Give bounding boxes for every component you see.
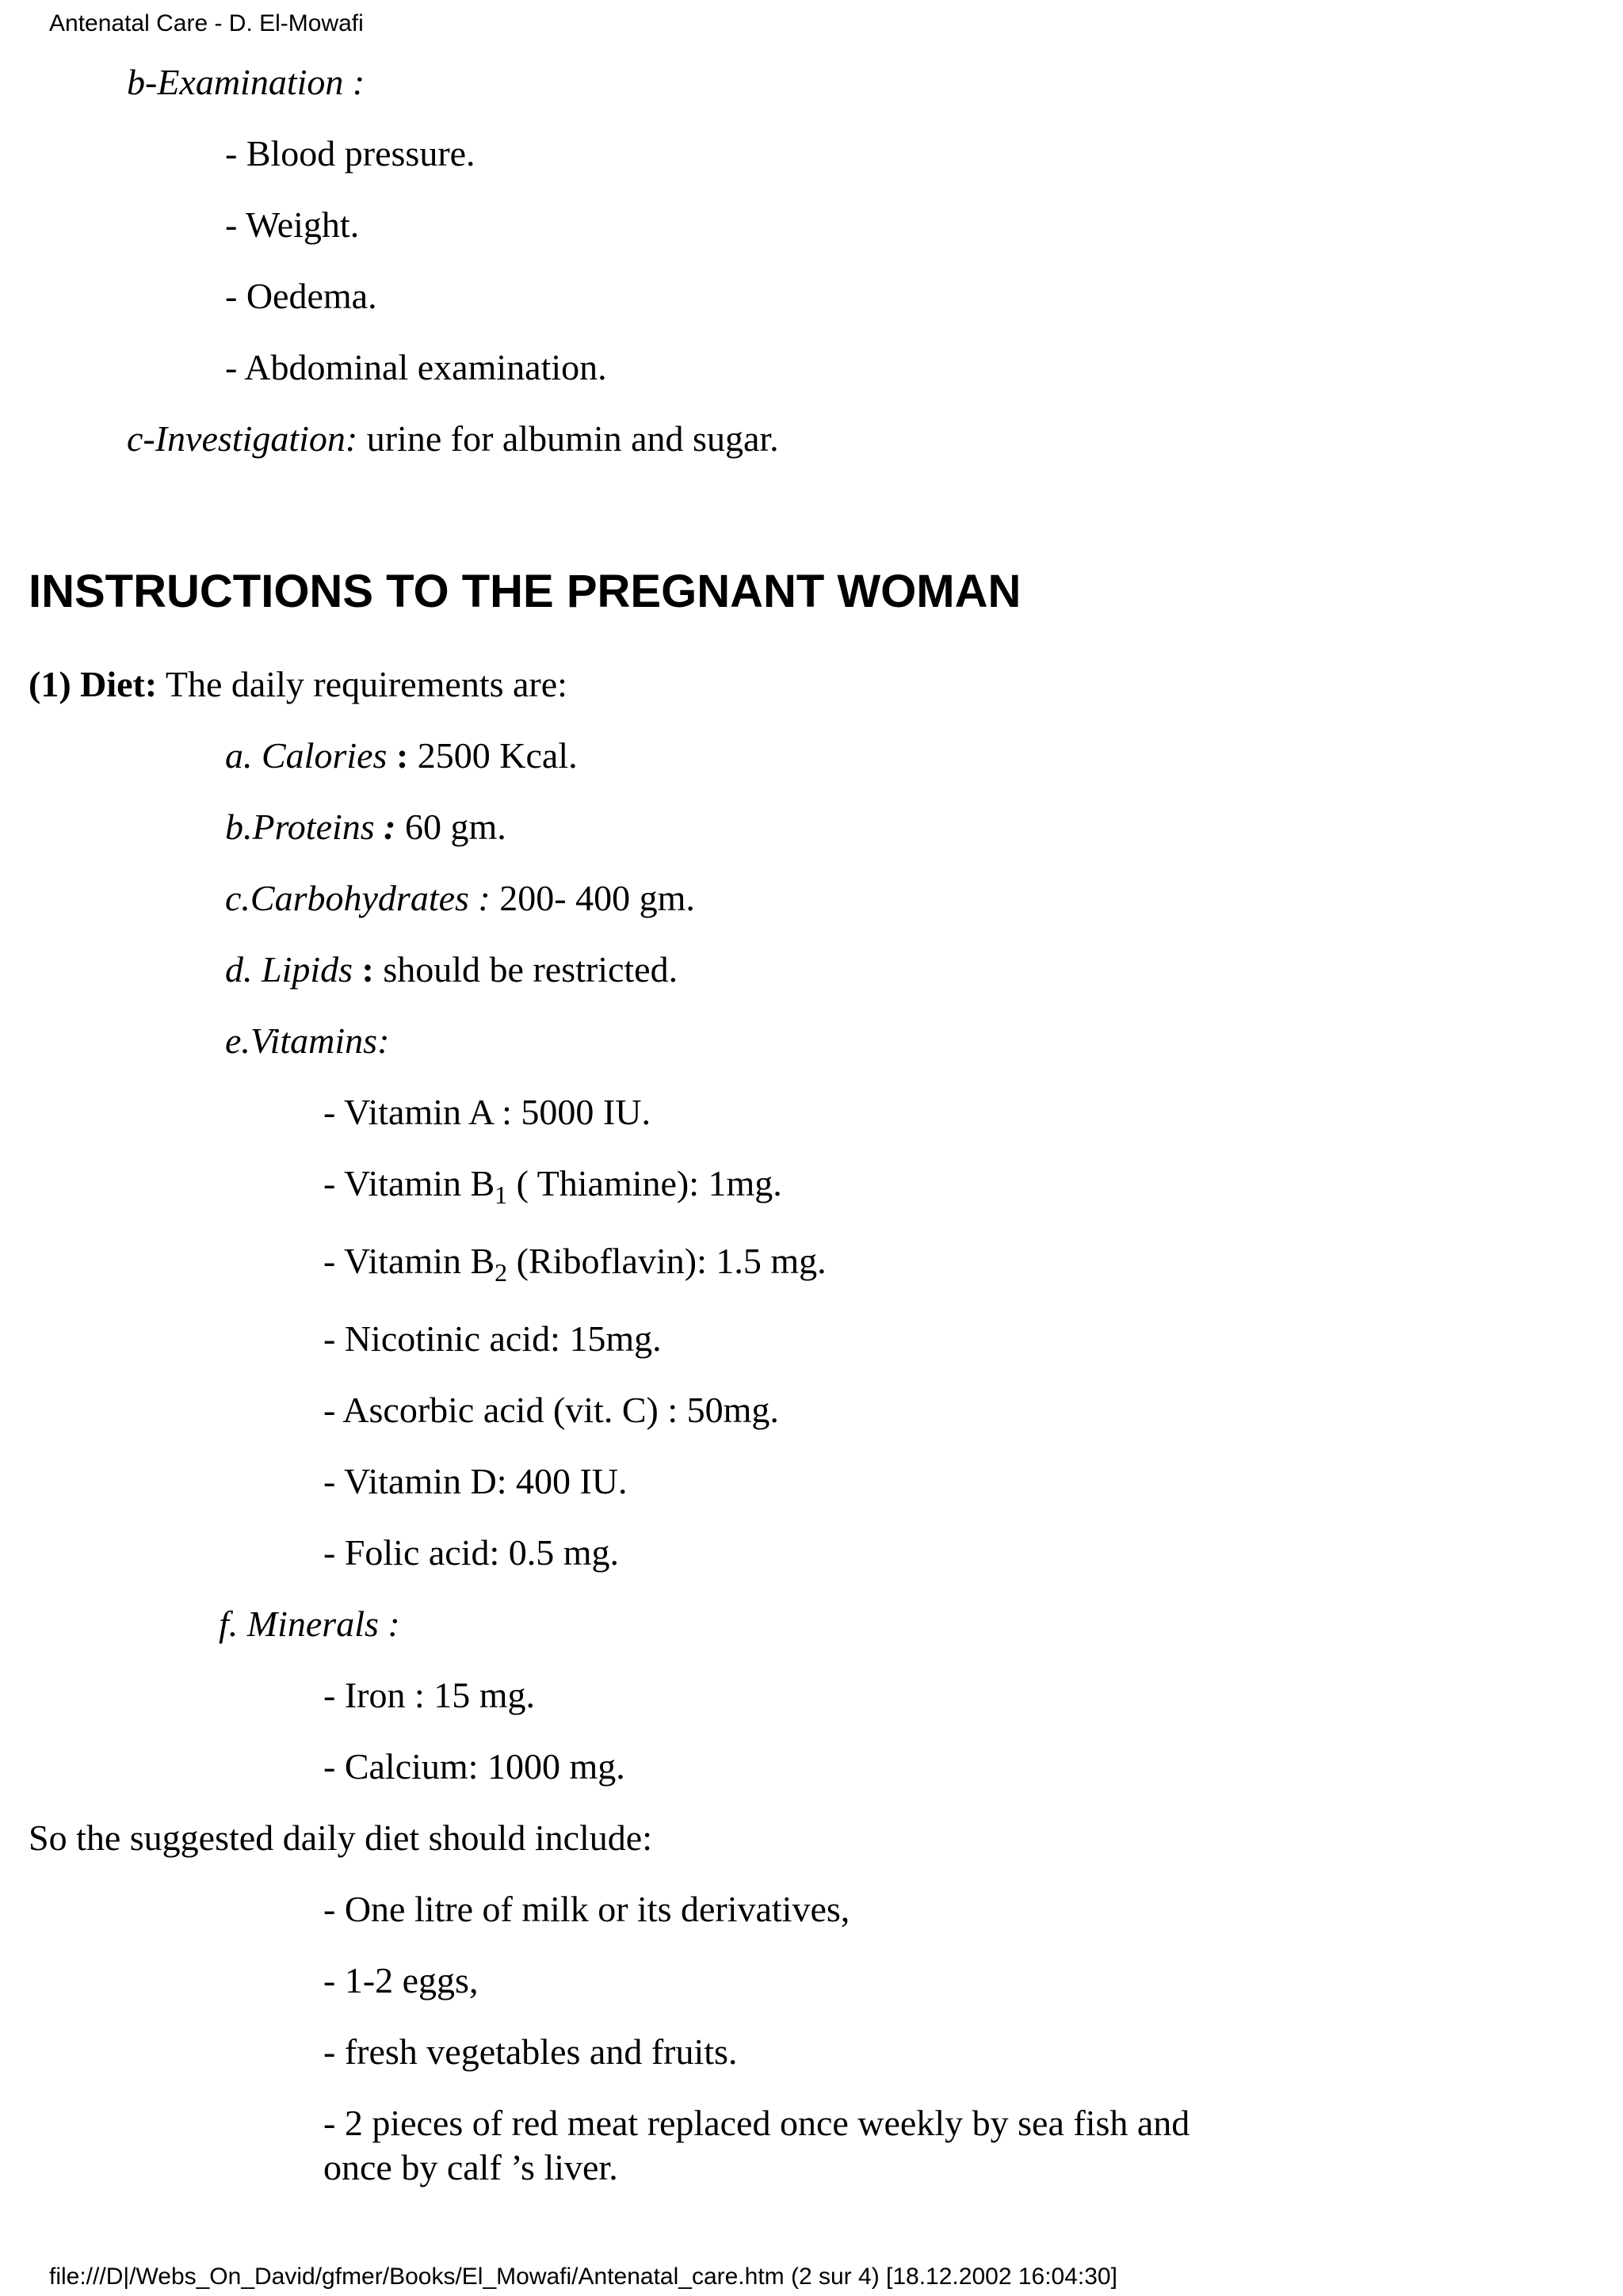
diet-intro [29,662,567,707]
calories-sep: : [387,735,409,776]
mineral-item: - Iron : 15 mg. [323,1675,536,1715]
mineral-item: - Calcium: 1000 mg. [323,1746,625,1787]
suggested-item: - One litre of milk or its derivatives, [323,1889,850,1929]
investigation-text: urine for albumin and sugar. [357,418,779,459]
vitamin-b2-sub: 2 [495,1258,508,1287]
vitamin-b2-pre: - Vitamin B [323,1241,495,1281]
page-header: Antenatal Care - D. El-Mowafi [49,10,364,36]
suggested-item: - 1-2 eggs, [323,1960,479,2000]
diet-vitamins [225,1019,389,1063]
investigation-line [127,417,779,461]
diet-text: The daily requirements are: [157,664,567,704]
calories-value: 2500 Kcal. [408,735,578,776]
calories-label: a. Calories [225,735,388,776]
vitamin-item: - Vitamin D: 400 IU. [323,1461,628,1501]
carbohydrates-label: c.Carbohydrates : [225,878,491,918]
diet-lipids [225,948,678,992]
lipids-value: should be restricted. [373,949,678,990]
examination-item: - Weight. [225,204,360,245]
vitamin-item: - Folic acid: 0.5 mg. [323,1532,620,1573]
examination-heading-text: b-Examination : [127,62,365,102]
diet-calories [225,734,578,778]
lipids-label: d. Lipids [225,949,353,990]
examination-item: - Abdominal examination. [225,347,607,387]
vitamin-b1-sub: 1 [495,1180,508,1209]
examination-item: - Blood pressure. [225,133,475,174]
examination-item: - Oedema. [225,276,377,316]
suggested-item: - fresh vegetables and fruits. [323,2031,738,2072]
diet-carbohydrates [225,876,695,921]
proteins-sep: : [374,807,396,847]
vitamin-item: - Nicotinic acid: 15mg. [323,1318,662,1359]
diet-minerals [219,1602,400,1646]
investigation-heading: c-Investigation: [127,418,358,459]
vitamin-item: - Ascorbic acid (vit. C) : 50mg. [323,1390,779,1430]
page-footer: file:///D|/Webs_On_David/gfmer/Books/El_Mowafi/Antenatal_care.htm (2 sur 4) [18.12.2002 16:04:30] [49,2264,1117,2290]
suggested-item-continued: once by calf ’s liver. [323,2147,618,2187]
diet-proteins [225,805,506,849]
carbohydrates-value: 200- 400 gm. [490,878,695,918]
vitamin-item [323,1161,782,1209]
diet-label: (1) Diet: [29,664,158,704]
vitamin-b1-pre: - Vitamin B [323,1163,495,1203]
minerals-label: f. Minerals : [219,1604,400,1644]
section-title: INSTRUCTIONS TO THE PREGNANT WOMAN [29,566,1022,617]
proteins-label: b.Proteins [225,807,375,847]
lipids-sep: : [353,949,374,990]
vitamin-b1-post: ( Thiamine): 1mg. [507,1163,782,1203]
vitamin-item [323,1239,827,1287]
vitamins-label: e.Vitamins: [225,1020,390,1061]
vitamin-item: - Vitamin A : 5000 IU. [323,1092,651,1132]
proteins-value: 60 gm. [395,807,506,847]
suggested-intro: So the suggested daily diet should include: [29,1817,653,1858]
suggested-item: - 2 pieces of red meat replaced once weekly by sea fish and [323,2103,1190,2143]
vitamin-b2-post: (Riboflavin): 1.5 mg. [507,1241,827,1281]
examination-heading [127,60,365,105]
